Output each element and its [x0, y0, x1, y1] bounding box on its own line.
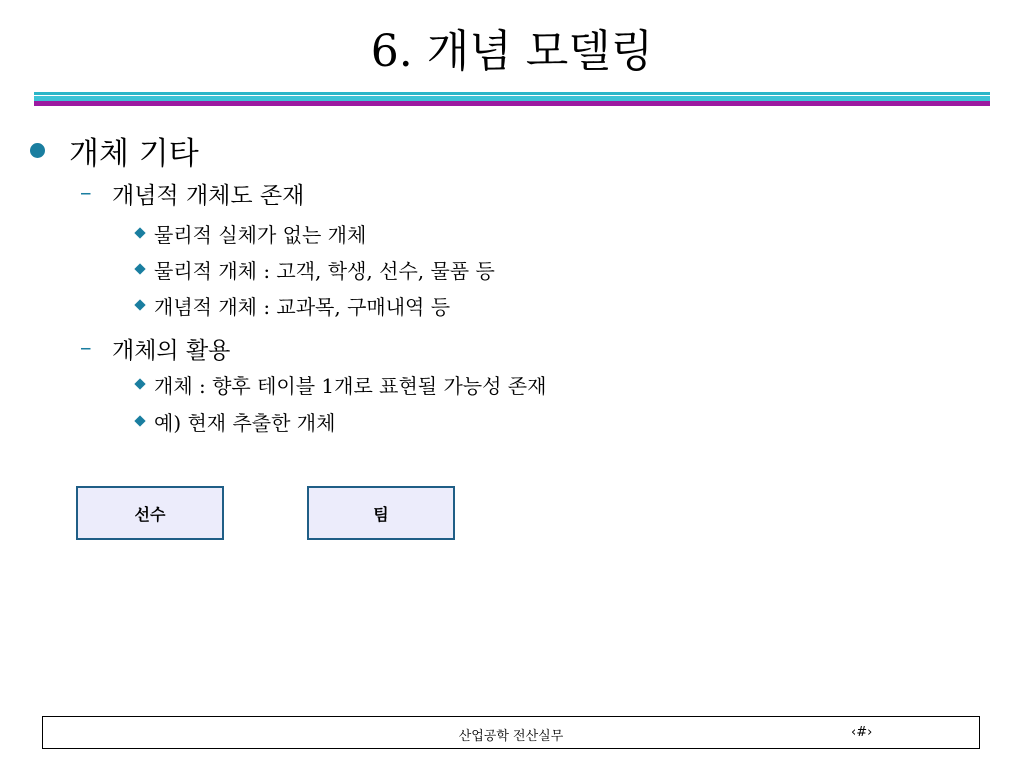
- bullet-text: 개체의 활용: [112, 337, 231, 364]
- title-underline-magenta: [34, 101, 990, 106]
- bullet-text: 예) 현재 추출한 개체: [154, 410, 336, 435]
- diamond-bullet-icon: [134, 378, 145, 389]
- diamond-bullet-icon: [134, 299, 145, 310]
- diamond-bullet-icon: [134, 227, 145, 238]
- bullet-text: 개념적 개체도 존재: [112, 182, 305, 209]
- slide-title: 6. 개념 모델링: [370, 26, 654, 77]
- bullet-level2: [80, 176, 304, 210]
- footer-page-number: ‹#›: [851, 725, 873, 740]
- bullet-text: 물리적 개체 : 고객, 학생, 선수, 물품 등: [154, 258, 495, 283]
- dash-bullet-icon: –: [80, 335, 92, 361]
- entity-box-team: 팀: [307, 486, 455, 540]
- bullet-level2: [80, 331, 230, 365]
- diamond-bullet-icon: [134, 263, 145, 274]
- circle-bullet-icon: [30, 143, 45, 158]
- bullet-level3: [133, 406, 335, 436]
- bullet-level3: [133, 254, 495, 284]
- slide-footer: [42, 716, 980, 749]
- entity-box-player: 선수: [76, 486, 224, 540]
- footer-course-name: 산업공학 전산실무: [458, 729, 564, 744]
- bullet-level3: [133, 290, 450, 320]
- bullet-level3: [133, 218, 366, 248]
- bullet-text: 물리적 실체가 없는 개체: [154, 222, 367, 247]
- diamond-bullet-icon: [134, 415, 145, 426]
- bullet-level1: [30, 128, 199, 172]
- bullet-level3: [133, 369, 546, 399]
- bullet-text: 개체 기타: [69, 135, 199, 172]
- title-underline-cyan-top: [34, 92, 990, 95]
- bullet-text: 개체 : 향후 테이블 1개로 표현될 가능성 존재: [154, 373, 547, 398]
- dash-bullet-icon: –: [80, 180, 92, 206]
- bullet-text: 개념적 개체 : 교과목, 구매내역 등: [154, 294, 451, 319]
